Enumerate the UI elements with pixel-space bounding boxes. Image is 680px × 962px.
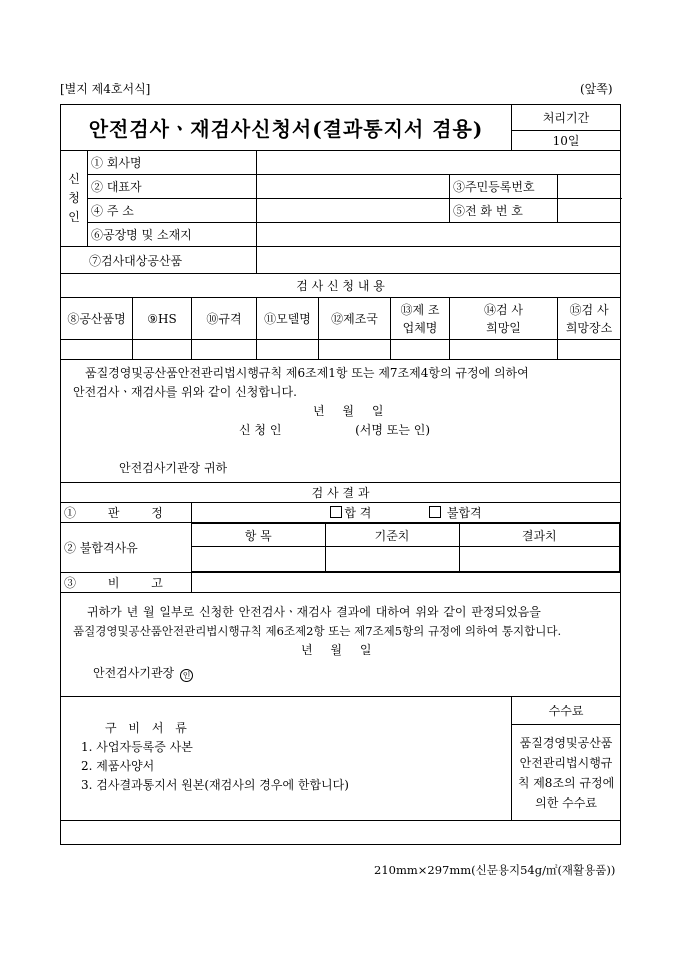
issuer-label: 안전검사기관장 — [93, 666, 175, 680]
request-cell-product[interactable] — [61, 340, 133, 360]
document-item-3: 3. 검사결과통지서 원본(재검사의 경우에 한합니다) — [81, 778, 349, 792]
signer-label: 신 청 인 — [239, 423, 282, 437]
remarks-label-text: ③ 비 고 — [64, 576, 163, 590]
address-label: ④ 주 소 — [88, 199, 257, 223]
fail-option[interactable] — [429, 506, 482, 520]
request-data-row — [61, 340, 621, 360]
application-statement — [61, 360, 621, 483]
request-header-row — [61, 298, 621, 340]
company-field[interactable] — [257, 151, 621, 175]
document-item-1: 1. 사업자등록증 사본 — [81, 740, 193, 754]
request-col-country: ⑫제조국 — [319, 298, 391, 340]
result-cell[interactable] — [459, 547, 620, 572]
fee-label: 수수료 — [512, 697, 621, 725]
phone-label: ⑤전 화 번 호 — [450, 199, 558, 223]
target-product-label: ⑦검사대상공산품 — [61, 247, 257, 274]
result-header: 결과치 — [459, 524, 620, 547]
item-cell[interactable] — [192, 547, 325, 572]
notice-date: 년 월 일 — [301, 643, 372, 657]
request-col-product: ⑧공산품명 — [61, 298, 133, 340]
request-cell-hs[interactable] — [133, 340, 192, 360]
judgment-label — [61, 503, 192, 523]
documents-title: 구 비 서 류 — [105, 721, 191, 735]
application-date: 년 월 일 — [313, 404, 384, 418]
request-section-title: 검 사 신 청 내 용 — [61, 274, 621, 298]
item-header: 항 목 — [192, 524, 325, 547]
request-col-date: ⑭검 사 희망일 — [450, 298, 558, 340]
request-cell-spec[interactable] — [192, 340, 257, 360]
fail-checkbox[interactable] — [429, 506, 441, 518]
application-form — [60, 104, 621, 845]
request-cell-date[interactable] — [450, 340, 558, 360]
request-cell-country[interactable] — [319, 340, 391, 360]
standard-header: 기준치 — [325, 524, 459, 547]
form-number: [별지 제4호서식] — [60, 82, 151, 96]
pass-option[interactable] — [330, 506, 371, 520]
pass-label: 합 격 — [344, 506, 372, 520]
request-cell-maker[interactable] — [391, 340, 450, 360]
fee-text: 품질경영및공산품안전관리법시행규칙 제8조의 규정에 의한 수수료 — [512, 725, 621, 821]
result-section-title: 검 사 결 과 — [61, 483, 621, 503]
phone-field[interactable] — [558, 199, 621, 223]
fail-label: 불합격 — [446, 506, 482, 520]
notice-line-2: 품질경영및공산품안전관리법시행규칙 제6조제2항 또는 제7조제5항의 규정에 의하여 통지합니다. — [73, 624, 562, 638]
resident-no-label: ③주민등록번호 — [450, 175, 558, 199]
resident-no-field[interactable] — [558, 175, 621, 199]
form-title: 안전검사ㆍ재검사신청서(결과통지서 겸용) — [61, 105, 512, 151]
judgment-label-text: ① 판 정 — [64, 506, 163, 520]
factory-label: ⑥공장명 및 소재지 — [88, 223, 257, 247]
company-label: ① 회사명 — [88, 151, 257, 175]
seal-mark: 인 — [180, 669, 193, 682]
address-field[interactable] — [257, 199, 450, 223]
request-col-maker: ⑬제 조 업체명 — [391, 298, 450, 340]
processing-label: 처리기간 — [512, 105, 621, 131]
bottom-blank-row — [61, 821, 621, 845]
request-cell-model[interactable] — [257, 340, 319, 360]
document-item-2: 2. 제품사양서 — [81, 759, 155, 773]
applicant-label-text: 신청인 — [68, 172, 80, 224]
representative-label: ② 대표자 — [88, 175, 257, 199]
remarks-field[interactable] — [192, 573, 621, 593]
applicant-label — [61, 151, 88, 247]
pass-checkbox[interactable] — [330, 506, 342, 518]
notice-line-1: 귀하가 년 월 일부로 신청한 안전검사ㆍ재검사 결과에 대하여 위와 같이 판정되었음을 — [87, 605, 541, 619]
request-cell-place[interactable] — [558, 340, 621, 360]
fail-reason-table — [192, 523, 621, 573]
request-col-place: ⑮검 사 희망장소 — [558, 298, 621, 340]
application-line-2: 안전검사ㆍ재검사를 위와 같이 신청합니다. — [73, 385, 297, 399]
remarks-label — [61, 573, 192, 593]
judgment-options — [192, 503, 621, 523]
addressee: 안전검사기관장 귀하 — [119, 461, 228, 475]
request-col-spec: ⑩규격 — [192, 298, 257, 340]
page-side-label: (앞쪽) — [580, 82, 613, 96]
fail-reason-label: ② 불합격사유 — [61, 523, 192, 573]
representative-field[interactable] — [257, 175, 450, 199]
application-line-1: 품질경영및공산품안전관리법시행규칙 제6조제1항 또는 제7조제4항의 규정에 의하여 — [85, 366, 529, 380]
paper-spec: 210mm×297mm(신문용지54g/㎡(재활용품)) — [374, 863, 616, 877]
notice-statement — [61, 593, 621, 697]
request-col-model: ⑪모델명 — [257, 298, 319, 340]
request-col-hs: ⑨HS — [133, 298, 192, 340]
factory-field[interactable] — [257, 223, 621, 247]
processing-value: 10일 — [512, 131, 621, 151]
required-documents — [61, 697, 512, 821]
sign-note: (서명 또는 인) — [355, 423, 431, 437]
target-product-field[interactable] — [257, 247, 621, 274]
standard-cell[interactable] — [325, 547, 459, 572]
